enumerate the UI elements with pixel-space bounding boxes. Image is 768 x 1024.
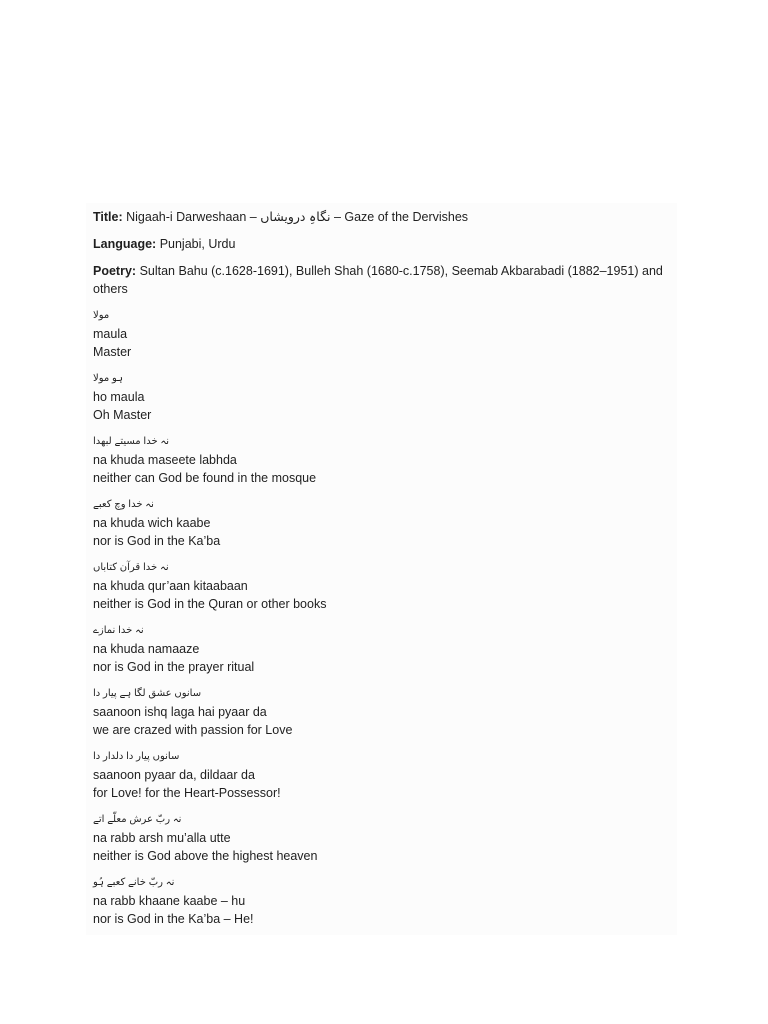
stanza-transliteration: na khuda namaaze (93, 642, 200, 656)
stanza-transliteration: na khuda qur’aan kitaabaan (93, 579, 248, 593)
stanza-transliteration: saanoon pyaar da, dildaar da (93, 768, 255, 782)
title-label: Title: (93, 210, 123, 224)
stanza-translation: for Love! for the Heart-Possessor! (93, 786, 281, 800)
title-line (93, 208, 673, 226)
poetry-value: Sultan Bahu (c.1628-1691), Bulleh Shah (1680-c.1758), Seemab Akbarabadi (1882–1951) and others (93, 264, 663, 296)
stanza-9 (93, 811, 673, 865)
stanza-transliteration: na rabb arsh mu’alla utte (93, 831, 231, 845)
stanza-urdu: نہ خدا قرآن کتاباں (93, 562, 169, 573)
stanza-5 (93, 559, 673, 613)
stanza-translation: nor is God in the Ka’ba – He! (93, 912, 254, 926)
stanza-transliteration: na khuda maseete labhda (93, 453, 237, 467)
stanza-translation: neither can God be found in the mosque (93, 471, 317, 485)
stanza-2 (93, 370, 673, 424)
stanza-1 (93, 307, 673, 361)
stanza-transliteration: ho maula (93, 390, 145, 404)
stanza-urdu: نہ ربّ خانے کعبے ہُو (93, 877, 175, 888)
language-value: Punjabi, Urdu (159, 237, 236, 251)
stanza-urdu: سانوں پیار دا دلدار دا (93, 751, 180, 762)
stanza-translation: we are crazed with passion for Love (93, 723, 293, 737)
stanza-8 (93, 748, 673, 802)
language-label: Language: (93, 237, 157, 251)
language-line (93, 235, 673, 253)
poetry-line (93, 262, 673, 298)
stanza-10 (93, 874, 673, 928)
poem-content (93, 208, 673, 937)
stanza-transliteration: na rabb khaane kaabe – hu (93, 894, 246, 908)
stanza-transliteration: na khuda wich kaabe (93, 516, 211, 530)
stanza-urdu: نہ خدا نمازے (93, 625, 144, 636)
poetry-label: Poetry: (93, 264, 137, 278)
stanza-3 (93, 433, 673, 487)
stanza-translation: nor is God in the prayer ritual (93, 660, 255, 674)
stanza-transliteration: saanoon ishq laga hai pyaar da (93, 705, 267, 719)
stanza-urdu: نہ خدا وچ کعبے (93, 499, 154, 510)
stanza-translation: Oh Master (93, 408, 152, 422)
title-value: Nigaah-i Darweshaan – نگاہِ درویشاں – Gaze of the Dervishes (126, 210, 469, 224)
stanza-urdu: سانوں عشق لگا ہے پیار دا (93, 688, 202, 699)
stanza-translation: nor is God in the Ka’ba (93, 534, 221, 548)
stanza-translation: neither is God above the highest heaven (93, 849, 318, 863)
stanza-urdu: نہ خدا مسیتے لبھدا (93, 436, 170, 447)
stanza-urdu: ہو مولا (93, 373, 124, 384)
stanza-urdu: مولا (93, 310, 110, 321)
document-page (86, 203, 677, 935)
stanza-translation: neither is God in the Quran or other books (93, 597, 327, 611)
stanza-translation: Master (93, 345, 132, 359)
stanza-4 (93, 496, 673, 550)
stanza-7 (93, 685, 673, 739)
stanza-urdu: نہ ربّ عرش معلّے اتے (93, 814, 182, 825)
stanza-transliteration: maula (93, 327, 128, 341)
stanza-6 (93, 622, 673, 676)
